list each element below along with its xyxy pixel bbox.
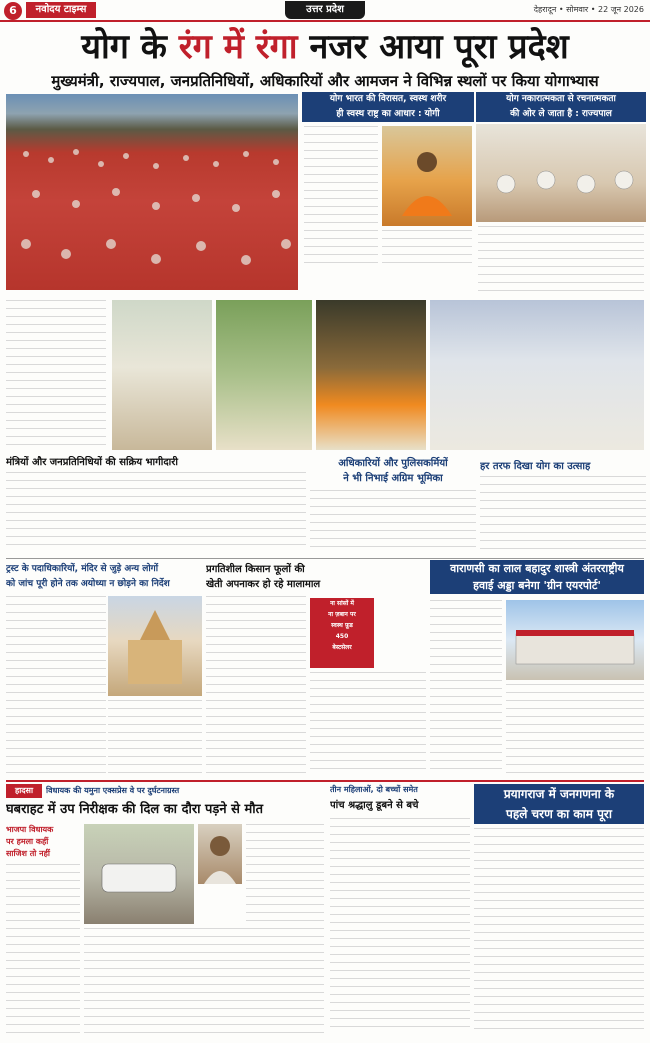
side-story-2-title: योग नकारात्मकता से रचनात्मकता की ओर ले जाता है : राज्यपाल xyxy=(476,92,646,122)
ayodhya-body xyxy=(6,596,106,776)
temple-photo xyxy=(108,596,202,696)
side-story-1-body xyxy=(304,126,378,266)
side-story-1-body-2 xyxy=(382,230,472,266)
yogi-figure xyxy=(382,126,472,226)
varanasi-headline: वाराणसी का लाल बहादुर शास्त्री अंतरराष्ट्रीय हवाई अड्डा बनेगा 'ग्रीन एयरपोर्ट' xyxy=(430,560,644,594)
accident-body xyxy=(84,928,324,1034)
drown-headline: पांच श्रद्धालु डूबने से बचे xyxy=(330,800,419,811)
census-headline: प्रयागराज में जनगणना के पहले चरण का काम पूरा xyxy=(474,784,644,824)
section-label: उत्तर प्रदेश xyxy=(285,1,365,19)
mid-body-1 xyxy=(6,472,306,552)
side-story-2 xyxy=(476,92,646,296)
mid-heading-3: हर तरफ दिखा योग का उत्साह xyxy=(480,461,591,472)
temple-illustration xyxy=(108,596,202,696)
ad-box: ना सांसों में ना ज़बान पर स्वस्थ फ़ूड 450 बेस्टसेलर xyxy=(310,598,374,668)
divider xyxy=(6,558,644,559)
divider-2 xyxy=(6,780,644,782)
governor-yoga-photo xyxy=(476,124,646,222)
airport-building xyxy=(506,600,644,680)
group-figures xyxy=(476,124,646,222)
airport-photo xyxy=(506,600,644,680)
mid-body-2 xyxy=(310,490,476,550)
crashed-car-photo xyxy=(84,824,194,924)
mid-heading-1: मंत्रियों और जनप्रतिनिधियों की सक्रिय भागीदारी xyxy=(6,457,178,468)
accident-tag: हादसा xyxy=(6,784,42,798)
school-yoga-photo xyxy=(430,300,644,450)
side-story-2-body xyxy=(478,226,644,294)
side-story-1-title: योग भारत की विरासत, स्वस्थ शरीर ही स्वस्थ राष्ट्र का आधार : योगी xyxy=(302,92,474,122)
accident-side-title: भाजपा विधायक पर हमला कहीं साजिश तो नहीं xyxy=(6,825,54,858)
brand-logo: नवोदय टाइम्स xyxy=(26,2,96,18)
minister-photo-2 xyxy=(216,300,312,450)
accident-kicker: विधायक की यमुना एक्सप्रेस वे पर दुर्घटनाग्रस्त xyxy=(46,786,180,795)
ayodhya-body-2 xyxy=(108,700,202,776)
masthead xyxy=(0,0,650,22)
page-number: 6 xyxy=(4,2,22,20)
mass-yoga-photo xyxy=(6,94,298,290)
accident-body-2 xyxy=(246,824,324,924)
mid-body-3 xyxy=(480,476,646,552)
farmers-headline: प्रगतिशील किसान फूलों की खेती अपनाकर हो रहे मालामाल xyxy=(206,564,321,590)
drown-body xyxy=(330,818,470,1034)
accident-headline: घबराहट में उप निरीक्षक की दिल का दौरा पड़ने से मौत xyxy=(6,802,263,817)
minister-photo-3 xyxy=(316,300,426,450)
photo-caption xyxy=(6,292,298,300)
dateline: देहरादून • सोमवार • 22 जून 2026 xyxy=(533,5,644,14)
lead-story-body xyxy=(6,300,106,450)
varanasi-body-2 xyxy=(506,684,644,776)
accident-side-body xyxy=(6,864,80,1034)
mla-portrait xyxy=(198,824,242,884)
farmers-body-2 xyxy=(310,672,426,776)
drown-kicker: तीन महिलाओं, दो बच्चों समेत xyxy=(330,785,418,794)
cm-yoga-photo xyxy=(382,126,472,226)
varanasi-body xyxy=(430,600,502,776)
mid-heading-2: अधिकारियों और पुलिसकर्मियों ने भी निभाई अग्रिम भूमिका xyxy=(338,458,448,484)
ayodhya-headline: ट्रस्ट के पदाधिकारियों, मंदिर से जुड़े अन्य लोगों को जांच पूरी होने तक अयोध्या न छोड़ने का निर्देश xyxy=(6,564,170,589)
crowd-illustration xyxy=(6,94,298,290)
minister-photo-1 xyxy=(112,300,212,450)
census-body xyxy=(474,828,644,1034)
accident-side-box xyxy=(6,824,80,1034)
portrait-illustration xyxy=(198,824,242,884)
car-illustration xyxy=(84,824,194,924)
farmers-body xyxy=(206,596,306,776)
lead-subheadline: मुख्यमंत्री, राज्यपाल, जनप्रतिनिधियों, अधिकारियों और आमजन ने विभिन्न स्थलों पर किया योगाभ्यास xyxy=(51,72,599,90)
lead-headline: योग के रंग में रंगा नजर आया पूरा प्रदेश xyxy=(81,27,569,67)
